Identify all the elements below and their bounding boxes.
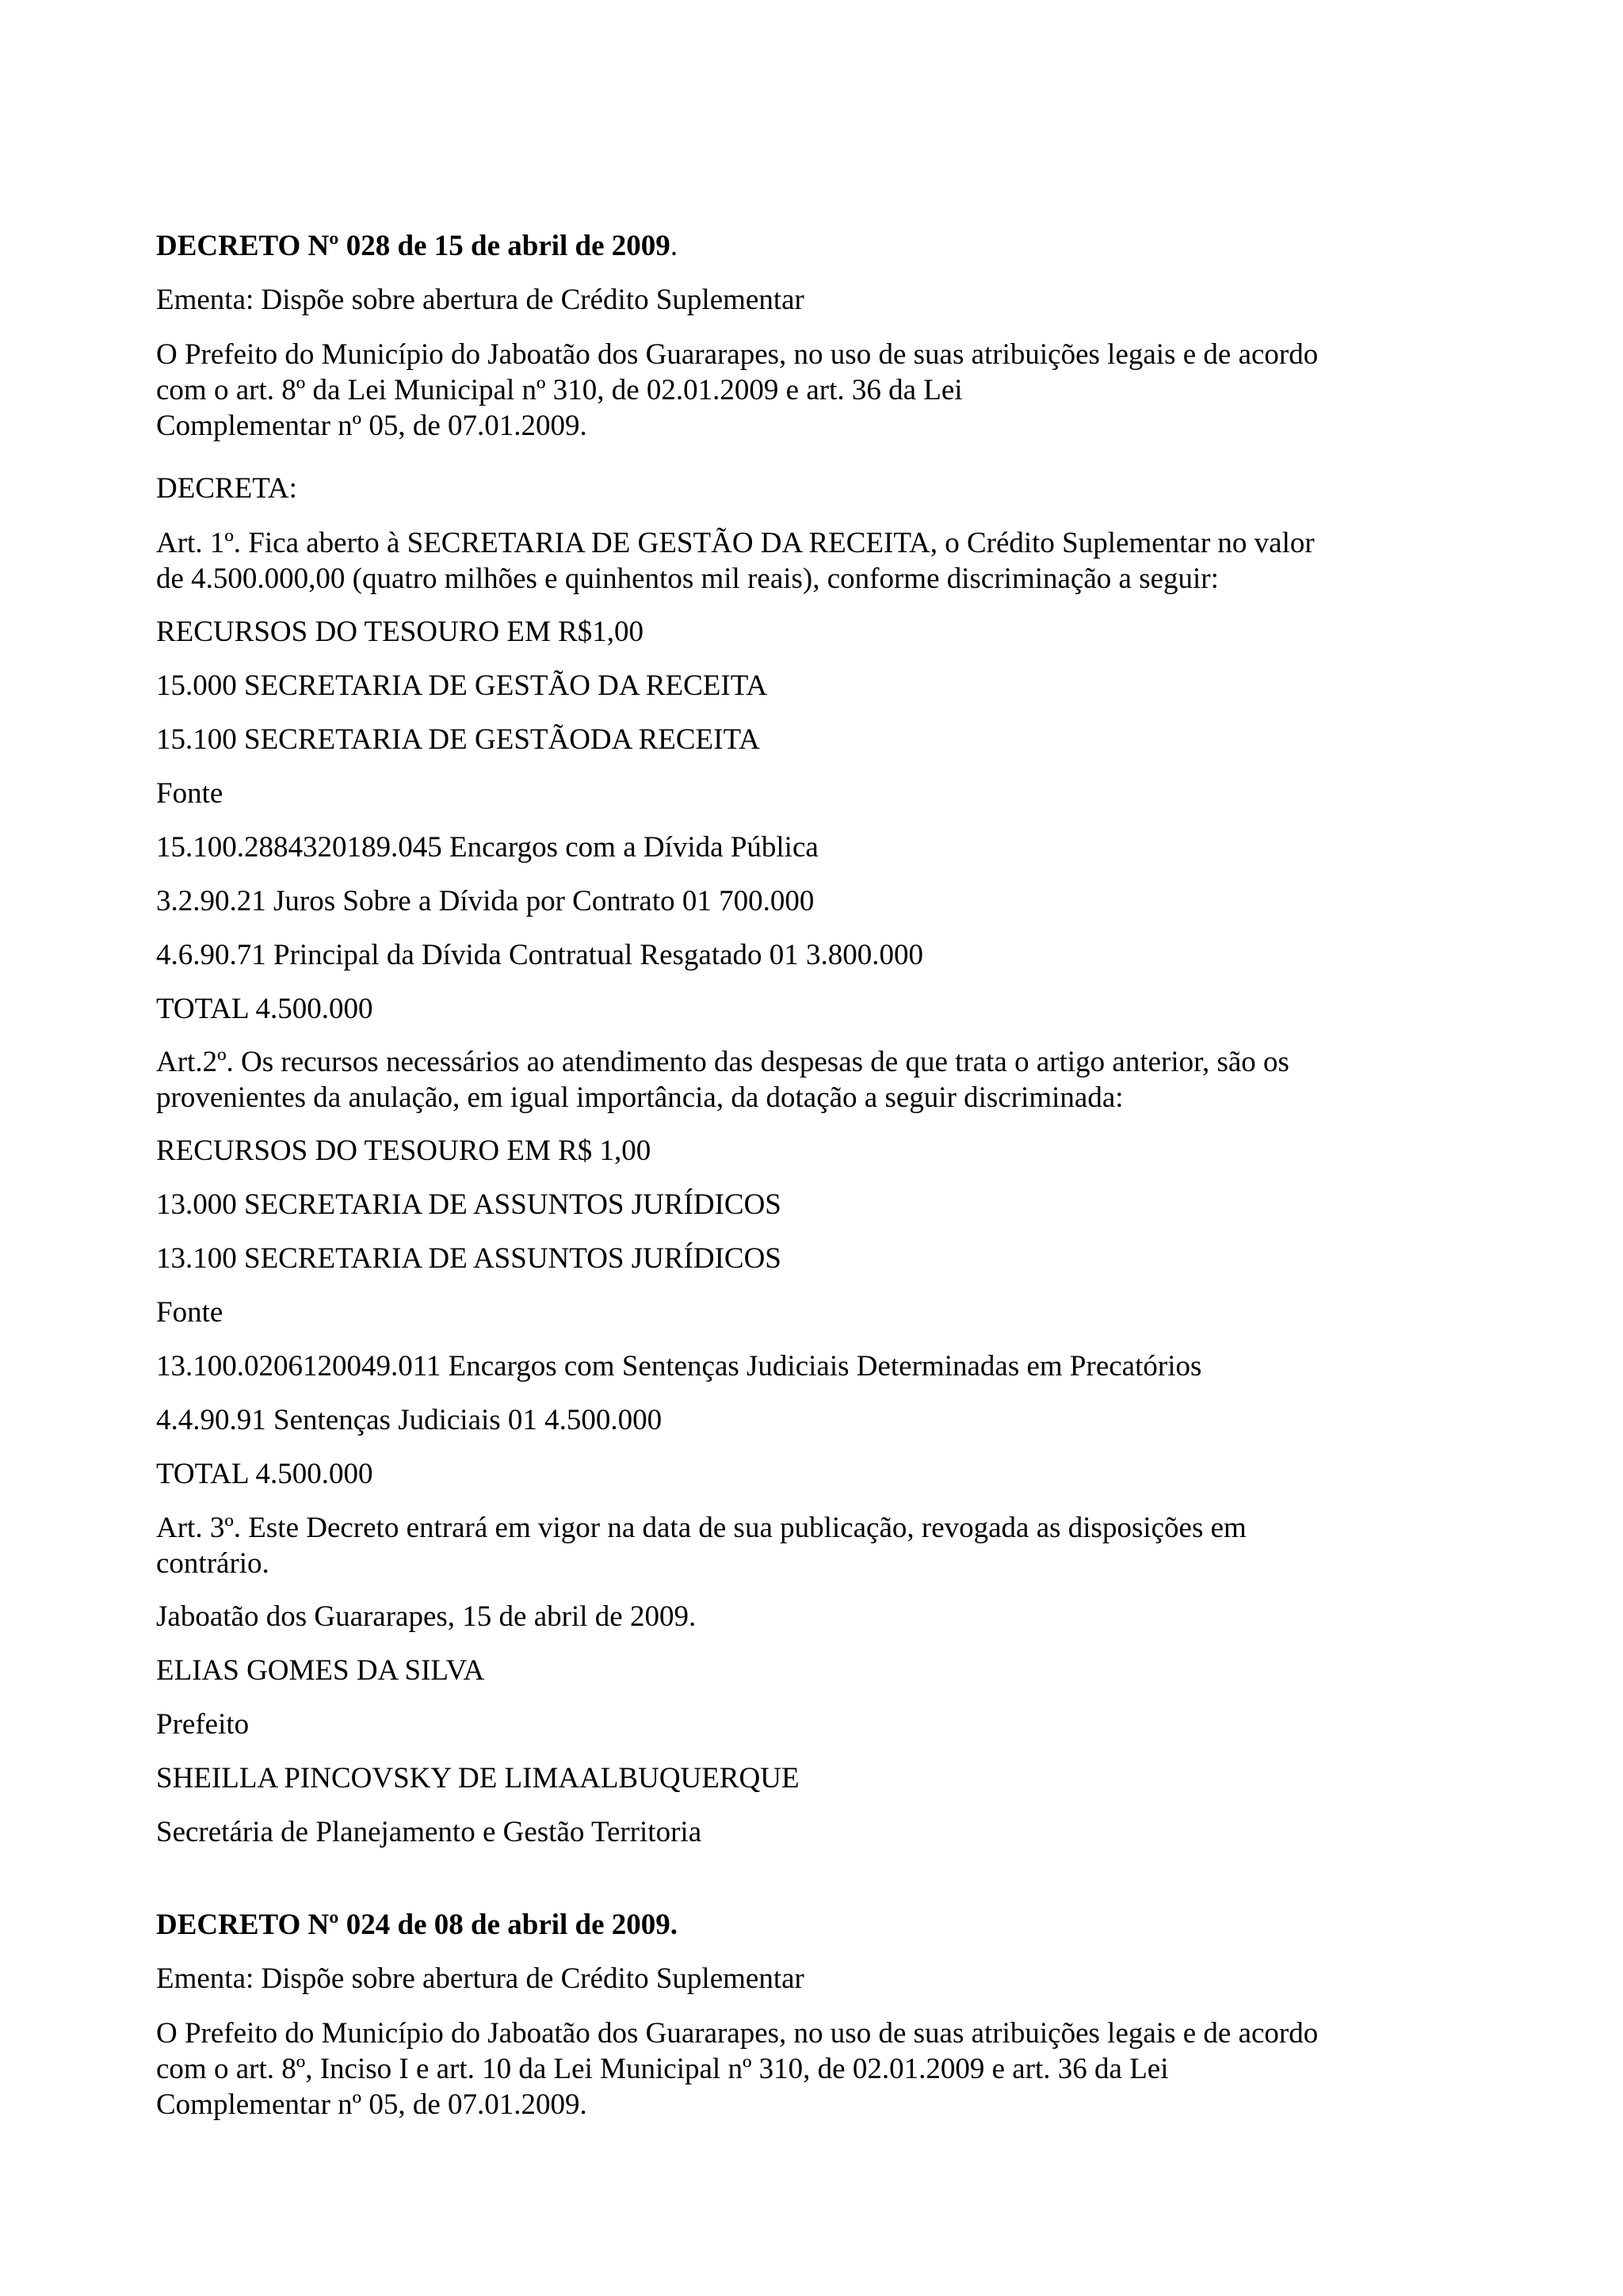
decree-028-fonte-1: Fonte	[156, 777, 223, 810]
decree-028-decreta: DECRETA:	[156, 472, 297, 505]
decree-028-article-3-line-2: contrário.	[156, 1547, 269, 1580]
decree-028-ementa: Ementa: Dispõe sobre abertura de Crédito Suplementar	[156, 284, 804, 316]
decree-028-article-3	[156, 1510, 1247, 1581]
decree-028-article-2-line-1: Art.2º. Os recursos necessários ao atendimento das despesas de que trata o artigo anterior, são os	[156, 1046, 1289, 1078]
decree-028-recursos-heading-2: RECURSOS DO TESOURO EM R$ 1,00	[156, 1135, 651, 1167]
decree-028-program-2: 13.100.0206120049.011 Encargos com Sentenças Judiciais Determinadas em Precatórios	[156, 1350, 1202, 1383]
decree-028-recursos-heading: RECURSOS DO TESOURO EM R$1,00	[156, 616, 644, 648]
decree-028-article-2-line-2: provenientes da anulação, em igual importância, da dotação a seguir discriminada:	[156, 1081, 1124, 1114]
decree-028-fonte-2: Fonte	[156, 1296, 223, 1329]
decree-028-preamble-line-3: Complementar nº 05, de 07.01.2009.	[156, 410, 587, 442]
decree-028-unit-1: 15.100 SECRETARIA DE GESTÃODA RECEITA	[156, 723, 760, 756]
decree-028-org-2: 13.000 SECRETARIA DE ASSUNTOS JURÍDICOS	[156, 1188, 781, 1221]
decree-028-title	[156, 228, 678, 264]
decree-028-signer-2-role: Secretária de Planejamento e Gestão Territoria	[156, 1816, 702, 1848]
decree-028-title-text: DECRETO Nº 028 de 15 de abril de 2009	[156, 230, 670, 262]
decree-028-item-3: 4.4.90.91 Sentenças Judiciais 01 4.500.000	[156, 1404, 663, 1436]
decree-028-program-1: 15.100.2884320189.045 Encargos com a Dívida Pública	[156, 831, 819, 864]
decree-024-ementa: Ementa: Dispõe sobre abertura de Crédito Suplementar	[156, 1962, 804, 1995]
decree-028-total-2: TOTAL 4.500.000	[156, 1458, 373, 1490]
decree-028-preamble	[156, 337, 1318, 444]
decree-024-preamble	[156, 2016, 1318, 2122]
decree-028-preamble-line-2: com o art. 8º da Lei Municipal nº 310, de 02.01.2009 e art. 36 da Lei	[156, 374, 963, 406]
decree-028-signer-1-name: ELIAS GOMES DA SILVA	[156, 1654, 485, 1687]
decree-028-preamble-line-1: O Prefeito do Município do Jaboatão dos Guararapes, no uso de suas atribuições legais e de acordo	[156, 338, 1319, 371]
decree-024-preamble-line-2: com o art. 8º, Inciso I e art. 10 da Lei Municipal nº 310, de 02.01.2009 e art. 36 da Lei	[156, 2053, 1169, 2085]
decree-028-article-2	[156, 1044, 1289, 1116]
decree-024-preamble-line-3: Complementar nº 05, de 07.01.2009.	[156, 2088, 587, 2121]
decree-028-article-1-line-2: de 4.500.000,00 (quatro milhões e quinhentos mil reais), conforme discriminação a seguir:	[156, 563, 1219, 595]
decree-024-title: DECRETO Nº 024 de 08 de abril de 2009.	[156, 1909, 678, 1941]
decree-028-signer-2-name: SHEILLA PINCOVSKY DE LIMAALBUQUERQUE	[156, 1762, 800, 1794]
decree-028-item-1: 3.2.90.21 Juros Sobre a Dívida por Contrato 01 700.000	[156, 885, 815, 917]
decree-028-article-3-line-1: Art. 3º. Este Decreto entrará em vigor na data de sua publicação, revogada as disposições em	[156, 1512, 1247, 1544]
decree-028-org-1: 15.000 SECRETARIA DE GESTÃO DA RECEITA	[156, 669, 768, 702]
decree-028-title-period: .	[670, 230, 678, 262]
decree-028-article-1-line-1: Art. 1º. Fica aberto à SECRETARIA DE GESTÃO DA RECEITA, o Crédito Suplementar no valor	[156, 527, 1315, 559]
decree-028-item-2: 4.6.90.71 Principal da Dívida Contratual Resgatado 01 3.800.000	[156, 939, 924, 971]
decree-028-article-1	[156, 525, 1315, 597]
decree-028-total-1: TOTAL 4.500.000	[156, 993, 373, 1025]
decree-024-preamble-line-1: O Prefeito do Município do Jaboatão dos Guararapes, no uso de suas atribuições legais e de acordo	[156, 2017, 1319, 2050]
decree-028-signer-1-role: Prefeito	[156, 1708, 250, 1741]
decree-028-unit-2: 13.100 SECRETARIA DE ASSUNTOS JURÍDICOS	[156, 1242, 781, 1275]
decree-028-place-date: Jaboatão dos Guararapes, 15 de abril de 2009.	[156, 1600, 697, 1633]
